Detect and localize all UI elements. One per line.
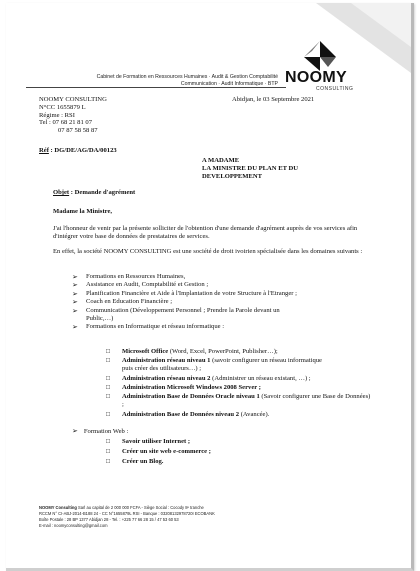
arrow-bullet-icon: ➢ [72,289,78,298]
brand-name: NOOMY [285,69,347,86]
list-item: □ Microsoft Office (Word, Excel, PowerPoint, Publisher…); [106,348,278,355]
arrow-bullet-icon: ➢ [72,323,78,332]
arrow-bullet-icon: ➢ [72,427,78,435]
list-item: ➢ Coach en Education Financière ; [72,298,173,307]
letter-footer [39,505,215,529]
list-item: □ Savoir utiliser Internet ; [106,438,191,445]
salutation: Madame la Ministre, [53,208,113,215]
list-item: ➢ Assistance en Audit, Comptabilité et Gestion ; [72,281,209,290]
reference [39,147,117,154]
square-bullet-icon: □ [106,374,110,382]
arrow-bullet-icon: ➢ [72,273,78,281]
square-bullet-icon: □ [106,357,110,365]
list-item: ➢ Formations en Ressources Humaines, [72,273,186,281]
paragraph-intro: J'ai l'honneur de venir par la présente solliciter de l'obtention d'une demande d'agrément auprès de vos services afin d'intégrer votre base de données de prestataires de services. [53,225,358,240]
list-item: □ Créer un site web e-commerce ; [106,448,211,455]
recipient-block [202,157,298,181]
subject-value: : Demande d'agrément [70,189,136,196]
list-item: □ Administration réseau niveau 2 (Administrer un réseau existant, …) ; [106,374,311,382]
arrow-bullet-icon: ➢ [72,306,78,315]
reference-value: : DG/DE/AG/DA/00123 [50,147,117,154]
list-item: □ Administration réseau niveau 1 (savoir configurer un réseau informatique puis créer des utilisateurs…) ; [106,357,322,373]
brand-subtitle: CONSULTING [316,86,354,92]
sender-block [39,96,107,135]
sender-tel1: Tel : 07 68 21 81 07 [39,119,93,127]
square-bullet-icon: □ [106,438,110,445]
domains-list [72,273,372,332]
arrow-bullet-icon: ➢ [72,298,78,307]
footer-line2: RCCM N° CI-ABJ-2014-B188 24 - CC N°1655879L RSI - Banque : 03208132978720I ECOBANK [39,511,215,517]
noomy-logo-icon [302,39,338,73]
subject-label: Objet [53,189,70,196]
square-bullet-icon: □ [106,410,110,418]
list-item: □ Administration Microsoft Windows 2008 Server ; [106,383,261,391]
list-item: □ Administration Base de Données niveau 2 (Avancée). [106,410,270,418]
list-item: ➢ Planification Financière et Aide à l'Implantation de votre Structure à l'Etranger ; [72,289,297,298]
recipient-line2: LA MINISTRE DU PLAN ET DU [202,165,299,172]
list-item: □ Créer un Blog. [106,458,164,465]
web-trainings-list [106,437,211,467]
sender-name: NOOMY CONSULTING [39,96,107,103]
footer-line1: NOOMY Consulting Sarl au capital de 2 000 000 FCFA - Siège Social : Cocody 8ᵉ tranche [39,505,204,510]
arrow-bullet-icon: ➢ [72,281,78,290]
header-services-line2: Communication · Audit Informatique · BTP [180,81,278,87]
recipient-line3: DEVELOPPEMENT [202,173,263,180]
subject [53,189,135,196]
square-bullet-icon: □ [106,458,110,465]
paragraph-domains: En effet, la société NOOMY CONSULTING est une société de droit ivoirien spécialisée dans les domaines suivants : [53,248,363,255]
it-trainings-list [106,348,371,420]
square-bullet-icon: □ [106,383,110,391]
footer-line3: Boîte Postale : 28 BP 1377 Abidjan 28 - Tel. : +225 77 66 28 15 / 47 53 60 53 [39,517,179,523]
header-services [38,74,278,88]
header-services-line1: Cabinet de Formation en Ressources Humaines · Audit & Gestion Comptabilité [96,74,278,80]
square-bullet-icon: □ [106,348,110,355]
header-divider [26,87,286,88]
corner-decoration-light [351,3,411,47]
reference-label: Réf [39,147,49,154]
letter-page [6,3,414,571]
recipient-line1: A MADAME [202,157,240,164]
list-item: ➢ Communication (Développement Personnel ; Prendre la Parole devant un Public,…) [72,306,280,323]
square-bullet-icon: □ [106,393,110,401]
sender-tel2: 07 87 58 58 87 [58,127,98,135]
list-item: □ Administration Base de Données Oracle niveau 1 (Savoir configurer une Base de Données) ; [106,393,371,409]
list-item: ➢ Formations en Informatique et réseau informatique : [72,323,225,332]
web-training-title: ➢ Formation Web : [72,427,129,435]
sender-regime: Régime : RSI [39,111,75,119]
square-bullet-icon: □ [106,448,110,455]
letter-date: Abidjan, le 03 Septembre 2021 [232,96,315,103]
sender-ncc: N°CC 1655879 L [39,103,86,111]
footer-line4: E-mail : noomyconsulting@gmail.com [39,523,108,529]
